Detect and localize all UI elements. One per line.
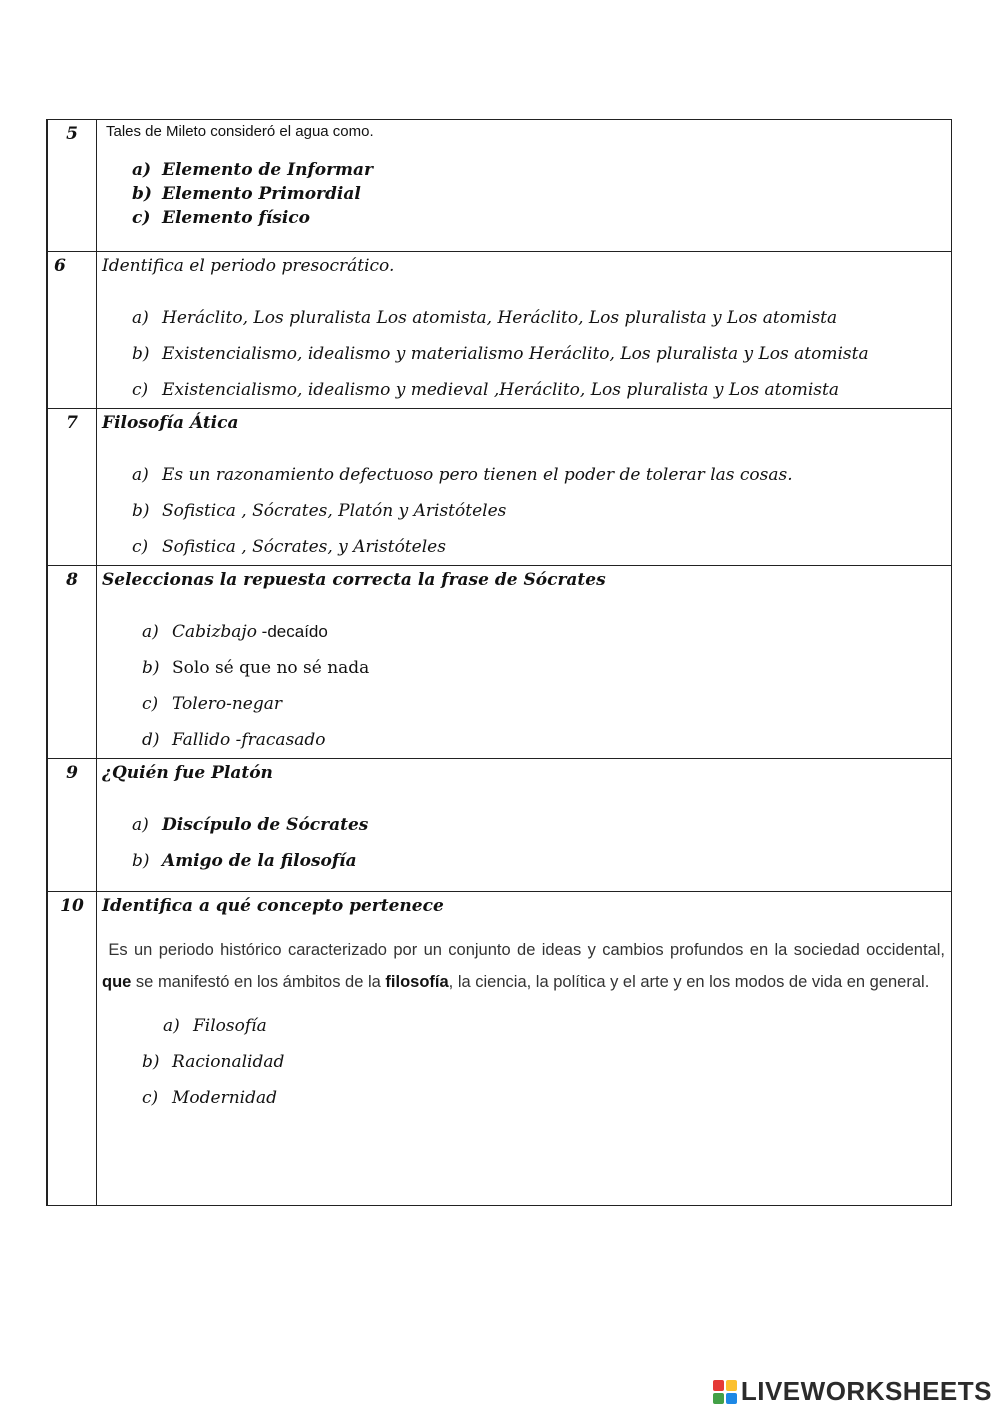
option-text-main: Cabizbajo	[172, 622, 257, 642]
question-row	[47, 566, 952, 759]
question-cell	[97, 409, 952, 566]
logo-mark-icon	[713, 1380, 737, 1404]
option-text	[172, 614, 328, 650]
question-row	[47, 252, 952, 409]
option-text: Amigo de la filosofía	[162, 851, 357, 871]
paragraph-bold: filosofía	[385, 973, 449, 991]
option-label: b)	[132, 501, 150, 521]
question-cell	[97, 252, 952, 409]
option-label: c)	[142, 694, 159, 714]
option-label: a)	[132, 308, 149, 328]
option-b[interactable]	[132, 493, 947, 529]
option-text: Existencialismo, idealismo y materialismo Heráclito, Los pluralista y Los atomista	[162, 344, 869, 364]
option-text: Heráclito, Los pluralista Los atomista, Heráclito, Los pluralista y Los atomista	[162, 308, 838, 328]
paragraph-bold: que	[102, 973, 132, 991]
option-label: c)	[132, 208, 151, 228]
option-label: a)	[132, 160, 152, 180]
option-list	[142, 614, 947, 758]
option-label: a)	[132, 465, 149, 485]
option-label: a)	[132, 815, 149, 835]
question-cell	[97, 566, 952, 759]
option-a[interactable]	[132, 807, 947, 843]
option-text: Racionalidad	[172, 1052, 285, 1072]
option-b[interactable]	[132, 843, 947, 879]
option-b[interactable]	[132, 182, 947, 206]
question-row	[47, 759, 952, 892]
option-d[interactable]	[142, 722, 947, 758]
logo-mark-square	[713, 1393, 724, 1404]
question-number: 7	[47, 409, 97, 566]
option-c[interactable]	[132, 372, 947, 408]
option-c[interactable]	[132, 206, 947, 230]
question-text: ¿Quién fue Platón	[102, 763, 273, 783]
option-b[interactable]	[132, 336, 947, 372]
question-number: 8	[47, 566, 97, 759]
option-label: b)	[132, 851, 150, 871]
question-number: 5	[47, 120, 97, 252]
option-b[interactable]	[142, 1044, 947, 1080]
logo-text: LIVEWORKSHEETS	[740, 1376, 992, 1406]
option-text: Elemento físico	[162, 208, 310, 228]
option-label: d)	[142, 730, 160, 750]
question-text: Identifica a qué concepto pertenece	[102, 896, 444, 916]
logo-mark-square	[726, 1393, 737, 1404]
option-c[interactable]	[142, 686, 947, 722]
option-c[interactable]	[132, 529, 947, 565]
question-cell	[97, 892, 952, 1206]
option-a[interactable]	[132, 158, 947, 182]
question-cell	[97, 759, 952, 892]
option-text: Es un razonamiento defectuoso pero tienen el poder de tolerar las cosas.	[162, 465, 793, 485]
paragraph-text: se manifestó en los ámbitos de la	[131, 973, 386, 991]
question-text: Tales de Mileto consideró el agua como.	[106, 123, 374, 140]
option-label: c)	[142, 1088, 159, 1108]
option-label: b)	[132, 344, 150, 364]
option-a[interactable]	[163, 1008, 947, 1044]
option-text: Tolero-negar	[172, 694, 283, 714]
option-label: c)	[132, 537, 149, 557]
question-row	[47, 120, 952, 252]
option-text: Sofistica , Sócrates, y Aristóteles	[162, 537, 446, 557]
option-text: Sofistica , Sócrates, Platón y Aristóteles	[162, 501, 507, 521]
option-c[interactable]	[142, 1080, 947, 1116]
quiz-table	[46, 119, 952, 1206]
option-text-suffix: -decaído	[256, 622, 328, 641]
option-text: Modernidad	[172, 1088, 277, 1108]
option-text: Elemento de Informar	[162, 160, 374, 180]
option-label: b)	[132, 184, 152, 204]
option-text: Filosofía	[193, 1016, 267, 1036]
option-list	[132, 457, 947, 565]
question-text: Filosofía Ática	[102, 413, 239, 433]
logo-mark-square	[726, 1380, 737, 1391]
option-label: b)	[142, 658, 160, 678]
option-label: b)	[142, 1052, 160, 1072]
question-paragraph	[102, 934, 945, 998]
option-text: Fallido -fracasado	[172, 730, 326, 750]
option-label: a)	[142, 622, 159, 642]
question-number: 10	[47, 892, 97, 1206]
question-row	[47, 409, 952, 566]
option-list	[132, 807, 947, 879]
question-row	[47, 892, 952, 1206]
question-number: 6	[47, 252, 97, 409]
option-label: a)	[163, 1016, 180, 1036]
question-cell	[97, 120, 952, 252]
option-text: Existencialismo, idealismo y medieval ,Heráclito, Los pluralista y Los atomista	[162, 380, 839, 400]
question-number: 9	[47, 759, 97, 892]
option-a[interactable]	[142, 614, 947, 650]
option-text: Solo sé que no sé nada	[172, 658, 370, 678]
option-text: Discípulo de Sócrates	[162, 815, 369, 835]
liveworksheets-logo[interactable]	[713, 1376, 992, 1407]
option-a[interactable]	[132, 300, 947, 336]
option-b[interactable]	[142, 650, 947, 686]
option-label: c)	[132, 380, 149, 400]
question-text: Seleccionas la repuesta correcta la frase de Sócrates	[102, 570, 606, 590]
option-text: Elemento Primordial	[162, 184, 361, 204]
option-list	[132, 300, 947, 408]
option-list	[132, 158, 947, 230]
paragraph-text: , la ciencia, la política y el arte y en los modos de vida en general.	[448, 973, 930, 991]
option-a[interactable]	[132, 457, 947, 493]
paragraph-text: Es un periodo histórico caracterizado por un conjunto de ideas y cambios profundos en la sociedad occidental,	[108, 941, 945, 959]
logo-mark-square	[713, 1380, 724, 1391]
question-text: Identifica el periodo presocrático.	[102, 256, 395, 276]
option-list	[102, 1008, 947, 1116]
